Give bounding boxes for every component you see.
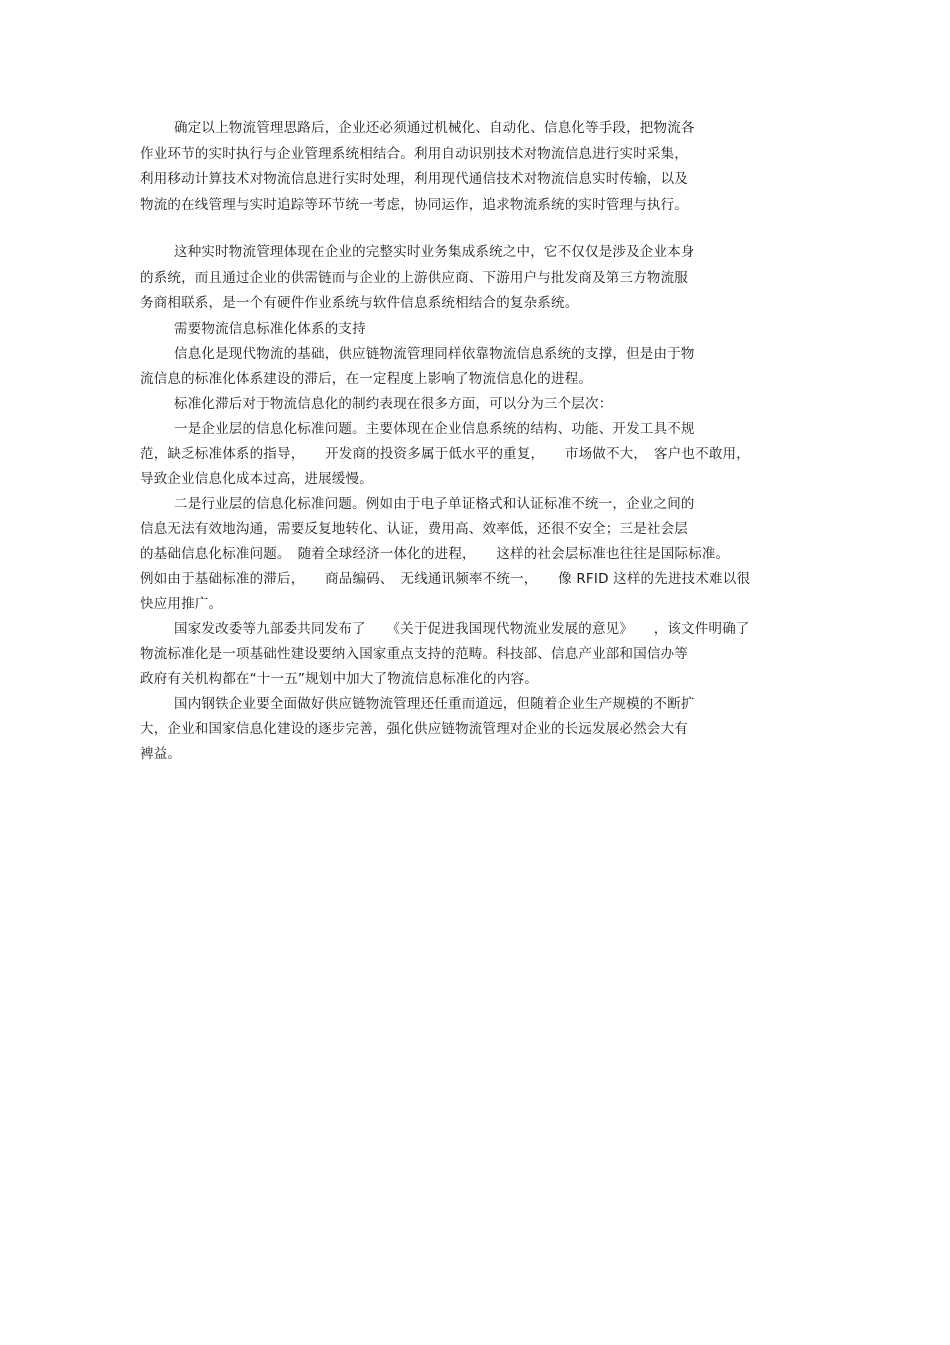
text-line: 物流的在线管理与实时追踪等环节统一考虑，协同运作，追求物流系统的实时管理与执行。: [140, 197, 688, 213]
text-line: 的系统，而且通过企业的供需链而与企业的上游供应商、下游用户与批发商及第三方物流服: [140, 270, 688, 286]
text-line: 作业环节的实时执行与企业管理系统相结合。利用自动识别技术对物流信息进行实时采集，: [140, 146, 688, 162]
text-line: 大，企业和国家信息化建设的逐步完善，强化供应链物流管理对企业的长远发展必然会大有: [140, 721, 688, 737]
text-line: 政府有关机构都在“十一五”规划中加大了物流信息标准化的内容。: [140, 671, 538, 687]
text-line: 这种实时物流管理体现在企业的完整实时业务集成系统之中，它不仅仅是涉及企业本身: [174, 244, 695, 260]
text-line: 快应用推广。: [140, 596, 223, 612]
text-line: 导致企业信息化成本过高，进展缓慢。: [140, 471, 373, 487]
text-line: 标准化滞后对于物流信息化的制约表现在很多方面，可以分为三个层次：: [174, 396, 613, 412]
text-line: 国家发改委等九部委共同发布了 《关于促进我国现代物流业发展的意见》 ，该文件明确了: [174, 621, 750, 637]
text-line: 的基础信息化标准问题。 随着全球经济一体化的进程， 这样的社会层标准也往往是国际标准。: [140, 546, 730, 562]
text-line: 确定以上物流管理思路后，企业还必须通过机械化、自动化、信息化等手段，把物流各: [174, 120, 695, 136]
section-heading: 需要物流信息标准化体系的支持: [174, 321, 366, 337]
text-line: 利用移动计算技术对物流信息进行实时处理，利用现代通信技术对物流信息实时传输，以及: [140, 171, 688, 187]
text-line: 一是企业层的信息化标准问题。主要体现在企业信息系统的结构、功能、开发工具不规: [174, 421, 695, 437]
text-line: 流信息的标准化体系建设的滞后，在一定程度上影响了物流信息化的进程。: [140, 371, 593, 387]
text-line: 信息化是现代物流的基础，供应链物流管理同样依靠物流信息系统的支撑，但是由于物: [174, 346, 695, 362]
text-line: 范，缺乏标准体系的指导， 开发商的投资多属于低水平的重复， 市场做不大， 客户也不敢用，: [140, 446, 750, 462]
text-line: 例如由于基础标准的滞后， 商品编码、 无线通讯频率不统一， 像 RFID 这样的先进技术难以很: [140, 571, 751, 587]
text-line: 国内钢铁企业要全面做好供应链物流管理还任重而道远，但随着企业生产规模的不断扩: [174, 696, 695, 712]
text-line: 物流标准化是一项基础性建设要纳入国家重点支持的范畴。科技部、信息产业部和国信办等: [140, 646, 688, 662]
text-line: 裨益。: [140, 746, 182, 762]
text-line: 务商相联系，是一个有硬件作业系统与软件信息系统相结合的复杂系统。: [140, 295, 579, 311]
text-line: 二是行业层的信息化标准问题。例如由于电子单证格式和认证标准不统一，企业之间的: [174, 496, 695, 512]
text-line: 信息无法有效地沟通，需要反复地转化、认证，费用高、效率低，还很不安全；三是社会层: [140, 521, 688, 537]
